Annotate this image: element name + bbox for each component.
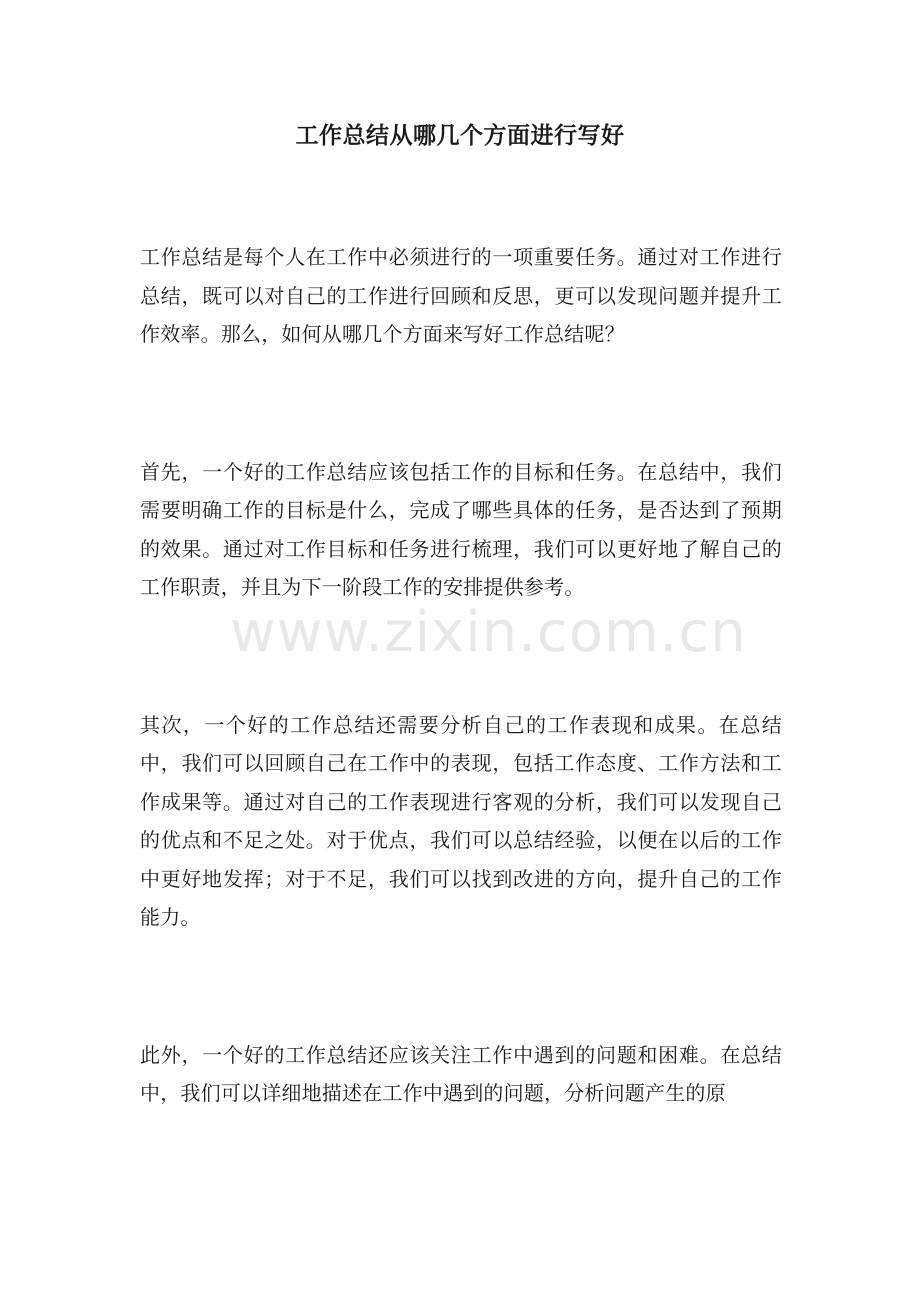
- paragraph-performance: 其次，一个好的工作总结还需要分析自己的工作表现和成果。在总结中，我们可以回顾自己在工作中的表现，包括工作态度、工作方法和工作成果等。通过对自己的工作表现进行客观的分析，我们可以发现自己的优点和不足之处。对于优点，我们可以总结经验，以便在以后的工作中更好地发挥；对于不足，我们可以找到改进的方向，提升自己的工作能力。: [140, 712, 782, 929]
- paragraph-intro: 工作总结是每个人在工作中必须进行的一项重要任务。通过对工作进行总结，既可以对自己的工作进行回顾和反思，更可以发现问题并提升工作效率。那么，如何从哪几个方面来写好工作总结呢？: [140, 245, 782, 346]
- paragraph-problems: 此外，一个好的工作总结还应该关注工作中遇到的问题和困难。在总结中，我们可以详细地描述在工作中遇到的问题，分析问题产生的原: [140, 1042, 782, 1105]
- paragraph-goals: 首先，一个好的工作总结应该包括工作的目标和任务。在总结中，我们需要明确工作的目标是什么，完成了哪些具体的任务，是否达到了预期的效果。通过对工作目标和任务进行梳理，我们可以更好地了解自己的工作职责，并且为下一阶段工作的安排提供参考。: [140, 459, 782, 599]
- document-title: 工作总结从哪几个方面进行写好: [295, 122, 625, 149]
- paragraph-gap: [140, 937, 782, 1036]
- paragraph-gap: [140, 607, 782, 706]
- paragraph-gap: [140, 354, 782, 453]
- document-body: [140, 238, 782, 1113]
- watermark: www.zixin.com.cn: [230, 600, 747, 665]
